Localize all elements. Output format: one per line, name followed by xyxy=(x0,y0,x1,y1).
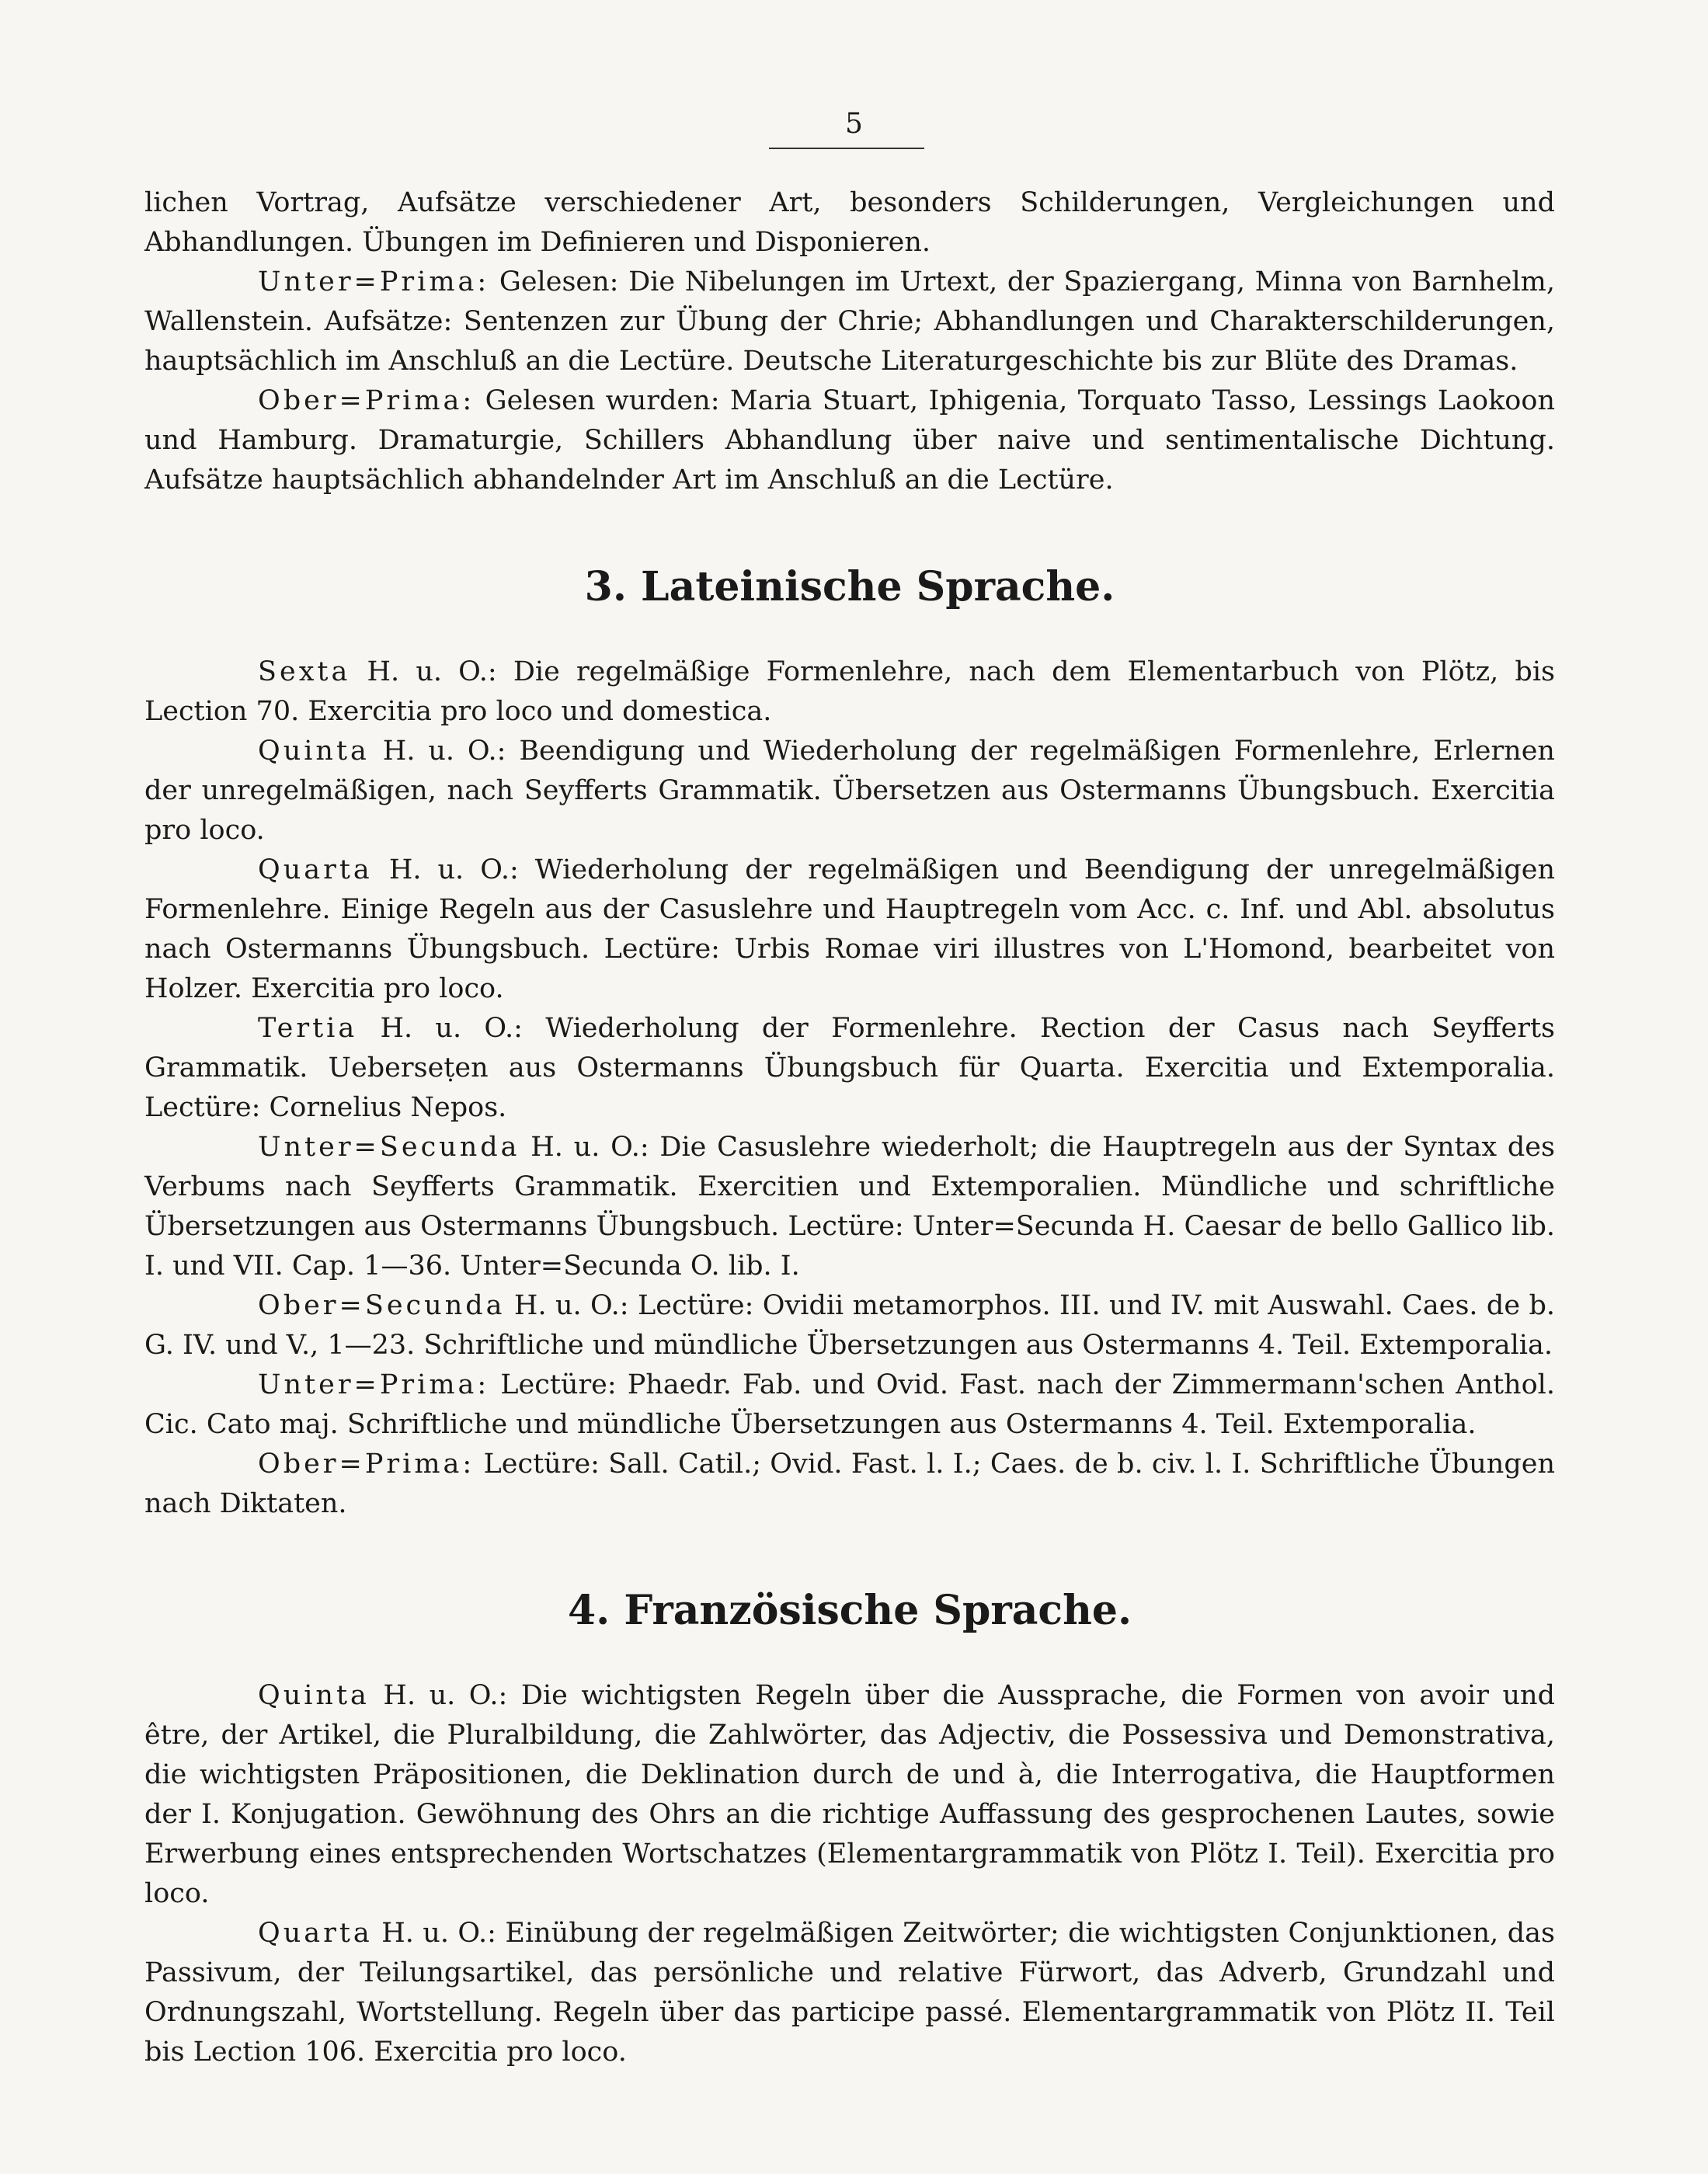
paragraph-text: H. u. O.: Die wichtigsten Regeln über die Aussprache, die Formen von avoir und être, der Artikel, die Pluralbildung, die Zahlwörter, das Adjectiv, die Possessiva und Demonstrativa, die wichtigsten Präpositionen, die Deklination durch de und à, die Interrogativa, die Hauptformen der I. Konjugation. Gewöhnung des Ohrs an die richtige Auffassung des gesprochenen Lautes, sowie Erwerbung eines entsprechenden Wortschatzes (Elementargrammatik von Plötz I. Teil). Exercitia pro loco. xyxy=(144,1680,1555,1909)
class-label: Quinta xyxy=(258,736,370,767)
paragraph-text: Gelesen wurden: Maria Stuart, Iphigenia, Torquato Tasso, Lessings Laokoon und Hamburg. Dramaturgie, Schillers Abhandlung über naive und sentimentalische Dichtung. Aufsätze hauptsächlich abhandelnder Art im Anschluß an die Lectüre. xyxy=(144,385,1555,496)
class-label: Ober=Prima: xyxy=(258,385,475,416)
class-label: Quarta xyxy=(258,1918,373,1949)
latin-paragraph xyxy=(144,850,1555,1009)
latin-paragraph xyxy=(144,1009,1555,1128)
class-label: Sexta xyxy=(258,656,351,687)
latin-paragraph xyxy=(144,652,1555,732)
paragraph-text: H. u. O.: Einübung der regelmäßigen Zeitwörter; die wichtigsten Conjunktionen, das Passivum, der Teilungsartikel, das persönliche und relative Fürwort, das Adverb, Grundzahl und Ordnungszahl, Wortstellung. Regeln über das participe passé. Elementargrammatik von Plötz II. Teil bis Lection 106. Exercitia pro loco. xyxy=(144,1918,1555,2068)
paragraph-text: Gelesen: Die Nibelungen im Urtext, der Spaziergang, Minna von Barnhelm, Wallenstein. Aufsätze: Sentenzen zur Übung der Chrie; Abhandlungen und Charakterschilderungen, hauptsächlich im Anschluß an die Lectüre. Deutsche Literaturgeschichte bis zur Blüte des Dramas. xyxy=(144,266,1555,377)
paragraph-text: lichen Vortrag, Aufsätze verschiedener Art, besonders Schilderungen, Vergleichungen und Abhandlungen. Übungen im Definieren und Disponieren. xyxy=(144,187,1555,258)
intro-paragraph xyxy=(144,263,1555,381)
intro-paragraph xyxy=(144,183,1555,263)
latin-paragraph xyxy=(144,732,1555,850)
french-paragraph xyxy=(144,1914,1555,2072)
paragraph-text: H. u. O.: Wiederholung der regelmäßigen und Beendigung der unregelmäßigen Formenlehre. Einige Regeln aus der Casuslehre und Hauptregeln vom Acc. c. Inf. und Abl. absolutus nach Ostermanns Übungsbuch. Lectüre: Urbis Romae viri illustres von L'Homond, bearbeitet von Holzer. Exercitia pro loco. xyxy=(144,854,1555,1004)
class-label: Unter=Prima: xyxy=(258,266,490,297)
paragraph-text: H. u. O.: Wiederholung der Formenlehre. Rection der Casus nach Seyfferts Grammatik. Ueberseṭen aus Ostermanns Übungsbuch für Quarta. Exercitia und Extemporalia. Lectüre: Cornelius Nepos. xyxy=(144,1013,1555,1123)
latin-paragraph xyxy=(144,1365,1555,1445)
page-body xyxy=(144,183,1555,2072)
paragraph-text: H. u. O.: Die Casuslehre wiederholt; die Hauptregeln aus der Syntax des Verbums nach Seyfferts Grammatik. Exercitien und Extemporalien. Mündliche und schriftliche Übersetzungen aus Ostermanns Übungsbuch. Lectüre: Unter=Secunda H. Caesar de bello Gallico lib. I. und VII. Cap. 1—36. Unter=Secunda O. lib. I. xyxy=(144,1132,1555,1282)
class-label: Unter=Prima: xyxy=(258,1369,490,1400)
paragraph-text: Lectüre: Phaedr. Fab. und Ovid. Fast. nach der Zimmermann'schen Anthol. Cic. Cato maj. Schriftliche und mündliche Übersetzungen aus Ostermanns 4. Teil. Extemporalia. xyxy=(144,1369,1555,1440)
paragraph-text: H. u. O.: Beendigung und Wiederholung der regelmäßigen Formenlehre, Erlernen der unregelmäßigen, nach Seyfferts Grammatik. Übersetzen aus Ostermanns Übungsbuch. Exercitia pro loco. xyxy=(144,736,1555,846)
paragraph-text: H. u. O.: Lectüre: Ovidii metamorphos. III. und IV. mit Auswahl. Caes. de b. G. IV. und V., 1—23. Schriftliche und mündliche Übersetzungen aus Ostermanns 4. Teil. Extemporalia. xyxy=(144,1290,1555,1361)
page-number-rule xyxy=(769,148,924,149)
section-heading-french: 4. Französische Sprache. xyxy=(567,1587,1132,1634)
latin-paragraph xyxy=(144,1128,1555,1286)
latin-paragraph xyxy=(144,1286,1555,1365)
class-label: Ober=Prima: xyxy=(258,1449,475,1480)
paragraph-text: Lectüre: Sall. Catil.; Ovid. Fast. l. I.; Caes. de b. civ. l. I. Schriftliche Übungen nach Diktaten. xyxy=(144,1449,1555,1519)
section-heading-latin: 3. Lateinische Sprache. xyxy=(584,563,1115,610)
class-label: Tertia xyxy=(258,1013,358,1044)
paragraph-text: H. u. O.: Die regelmäßige Formenlehre, nach dem Elementarbuch von Plötz, bis Lection 70. Exercitia pro loco und domestica. xyxy=(144,656,1555,727)
intro-paragraph xyxy=(144,381,1555,500)
class-label: Unter=Secunda xyxy=(258,1132,520,1163)
class-label: Quinta xyxy=(258,1680,370,1711)
latin-paragraph xyxy=(144,1445,1555,1524)
class-label: Quarta xyxy=(258,854,373,885)
french-paragraph xyxy=(144,1676,1555,1914)
page-number: 5 xyxy=(845,108,863,140)
class-label: Ober=Secunda xyxy=(258,1290,506,1321)
